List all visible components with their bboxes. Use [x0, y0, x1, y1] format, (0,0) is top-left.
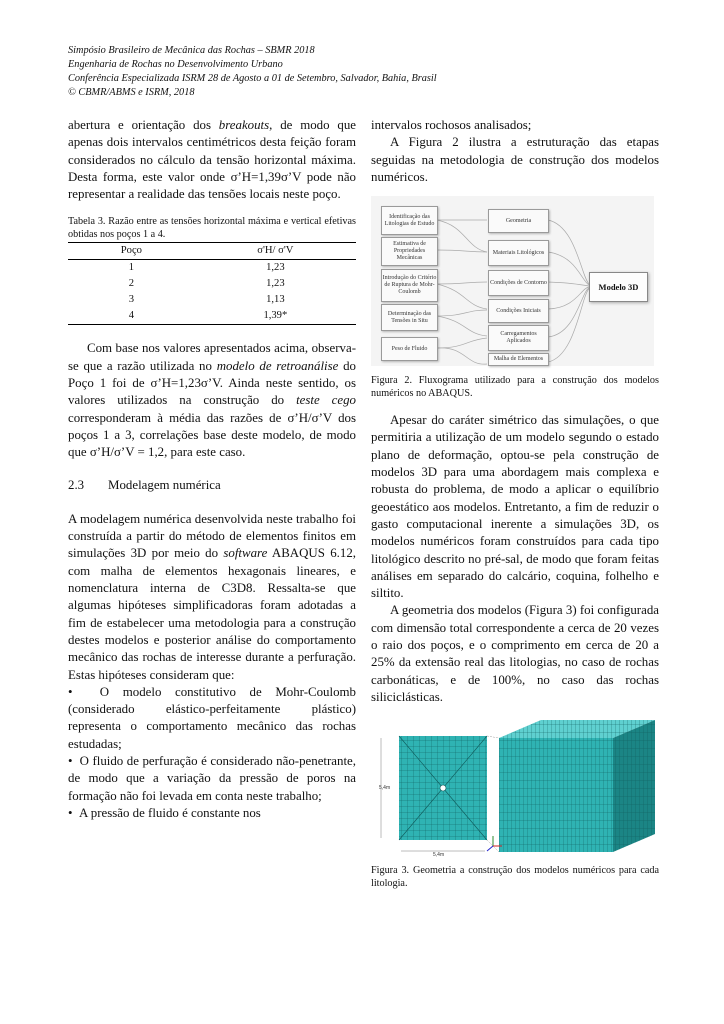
flowchart-box: Carregamentos Aplicados	[488, 325, 549, 351]
flowchart-box: Peso de Fluido	[381, 337, 438, 361]
flowchart-box: Introdução do Critério de Ruptura de Mohr-Coulomb	[381, 269, 438, 302]
paragraph-geometry: A geometria dos modelos (Figura 3) foi configurada com dimensão total correspondente a cerca de 20 vezes o raio dos poços, e o comprimento em cerca de 20 a 25% da extensão real das litologias, no caso de rochas carbonáticas, e de 100%, no caso das rochas siliciclásticas.	[371, 603, 659, 704]
paragraph-3d-models: Apesar do caráter simétrico das simulações, o que permitiria a utilização de um modelo segundo o estado plano de deformação, optou-se pela construção de modelos 3D para uma abordagem mais complexa e robusta do problema, de modo a aplicar o equilíbrio geoestático aos modelos. Entretanto, a fim de reduzir o gasto computacional inerente a simulações 3D, os modelos numéricos foram construídos para cada tipo litológico descrito no pré-sal, de modo que foram feitas análises em separado do calcário, coquina, folhelho e siltito.	[371, 413, 659, 601]
flowchart-box: Determinação das Tensões in Situ	[381, 304, 438, 331]
table-row: 2 1,23	[128, 278, 285, 290]
mesh-geometry-figure	[371, 716, 659, 866]
paragraph-continued: intervalos rochosos analisados;	[371, 118, 532, 132]
dimension-vertical-label: 5,4m	[379, 785, 391, 792]
paragraph-ratio-analysis: Com base nos valores apresentados acima, observa-se que a razão utilizada no modelo de retroanálise do Poço 1 foi de σ’H=1,23σ’V. Ainda neste sentido, os valores utilizados na construção do teste cego corresponderam à média das razões de σ’H/σ’V dos poços 1 a 3, correlações base deste modelo, de modo que σ’H/σ’V = 1,2, para este caso.	[68, 341, 356, 460]
header-line-3: Conferência Especializada ISRM 28 de Agosto a 01 de Setembro, Salvador, Bahia, Brasil	[68, 73, 437, 84]
flowchart-box: Estimativa de Propriedades Mecânicas	[381, 237, 438, 266]
wellbore-hole	[440, 785, 446, 791]
table-row: 3 1,13	[128, 294, 285, 306]
flowchart-box: Materiais Litológicos	[488, 240, 549, 266]
dimension-horizontal-label: 5,4m	[433, 852, 445, 859]
hypotheses-list	[68, 684, 356, 822]
left-column	[68, 117, 356, 822]
table-row: 4 1,39*	[68, 308, 356, 325]
figure3-caption: Figura 3. Geometria a construção dos modelos numéricos para cada litologia.	[371, 865, 659, 890]
header-line-4: © CBMR/ABMS e ISRM, 2018	[68, 87, 195, 98]
paragraph-breakouts: abertura e orientação dos breakouts, de modo que apenas dois intervalos centimétricos desta feição foram considerados no cálculo da tensão horizontal máxima. Desta forma, este valor onde σ’H=1,39σ’V pode não representar a realidade das tensões locais neste poço.	[68, 118, 356, 202]
section-heading	[68, 477, 356, 494]
flowchart-figure	[371, 196, 654, 366]
figure2-caption: Figura 2. Fluxograma utilizado para a construção dos modelos numéricos no ABAQUS.	[371, 375, 659, 400]
list-item: • O fluido de perfuração é considerado não-penetrante, de modo que a variação da pressão de poros na formação não foi levada em conta neste trabalho;	[68, 754, 356, 803]
paragraph-numerical-modelling: A modelagem numérica desenvolvida neste trabalho foi construída a partir do método de elementos finitos em simulações 3D por meio do software ABAQUS 6.12, com malha de elementos hexagonais lineares, e nomenclatura interna de C3D8. Ressalta-se que algumas hipóteses simplificadoras foram adotadas a fim de estabelecer uma metodologia para a construção destes modelos e posterior análise do comportamento mecânico das rochas de interesse durante a perfuração. Estas hipóteses consideram que:	[68, 511, 356, 682]
stress-ratio-table	[68, 242, 356, 325]
table-caption: Tabela 3. Razão entre as tensões horizontal máxima e vertical efetivas obtidas nos poços 1 a 4.	[68, 216, 356, 241]
flowchart-box: Malha de Elementos	[488, 353, 549, 366]
list-item: • O modelo constitutivo de Mohr-Coulomb (considerado elástico-perfeitamente plástico) representa o comportamento mecânico das rochas estudadas;	[68, 684, 356, 751]
section-number: 2.3	[68, 477, 85, 492]
header-line-1: Simpósio Brasileiro de Mecânica das Rochas – SBMR 2018	[68, 45, 315, 56]
conference-header	[68, 44, 668, 100]
flowchart-box: Identificação das Litologias de Estudo	[381, 206, 438, 235]
flowchart-final-box: Modelo 3D	[589, 272, 648, 302]
flowchart-box: Condições Iniciais	[488, 299, 549, 323]
table-row: 1 1,23	[128, 262, 285, 274]
flowchart-box: Condições de Contorno	[488, 270, 549, 296]
flowchart-box: Geometria	[488, 209, 549, 233]
table-header-ratio: σ'H/ σ'V	[195, 243, 356, 260]
section-title: Modelagem numérica	[108, 477, 221, 492]
paragraph-figure2-intro: A Figura 2 ilustra a estruturação das etapas seguidas na metodologia de construção dos modelos numéricos.	[371, 135, 659, 184]
header-line-2: Engenharia de Rochas no Desenvolvimento Urbano	[68, 59, 283, 70]
table-header-row	[68, 243, 356, 260]
right-column	[371, 117, 659, 890]
mesh-drawing	[371, 716, 659, 866]
table-header-well: Poço	[68, 243, 195, 260]
list-item: • A pressão de fluido é constante nos	[68, 805, 261, 820]
